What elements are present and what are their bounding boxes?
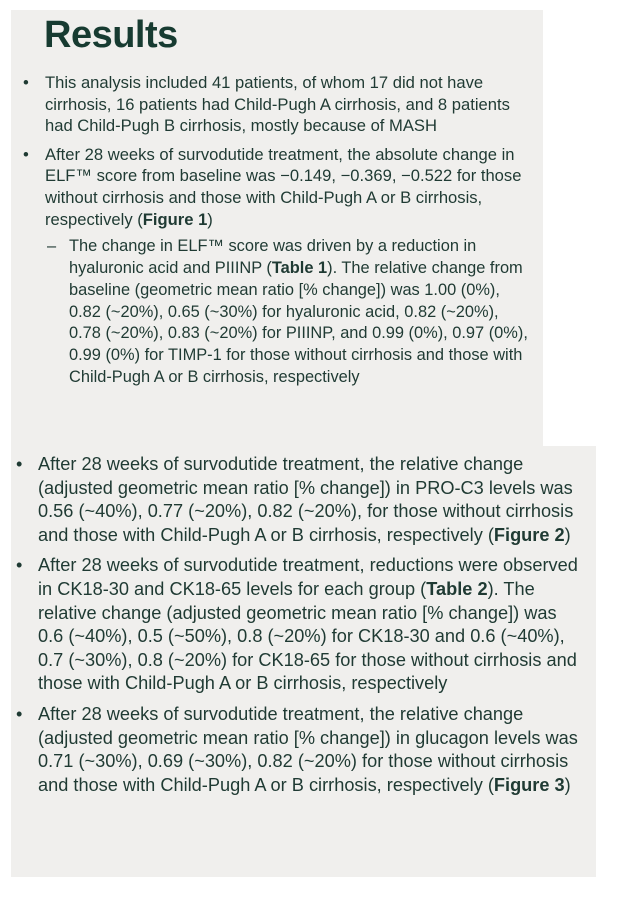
list-item-tail: ): [207, 209, 213, 229]
figure-reference: Figure 2: [493, 524, 565, 545]
list-item: [23, 72, 528, 137]
bullet-icon: •: [16, 703, 23, 724]
table-reference: Table 1: [271, 258, 328, 277]
bullet-icon: •: [23, 144, 29, 164]
list-item-text: This analysis included 41 patients, of whom 17 did not have cirrhosis, 16 patients had Child-Pugh A cirrhosis, and 8 patients had Child-Pugh B cirrhosis, mostly because of MASH: [45, 73, 510, 136]
list-item-text: After 28 weeks of survodutide treatment, the relative change (adjusted geometric mean ratio [% change]) in PRO-C3 levels was 0.56 (~40%), 0.77 (~20%), 0.82 (~20%), for those without cirrhosis and those with Child-Pugh A or B cirrhosis, respectively (: [38, 454, 574, 545]
section-title: Results: [44, 14, 178, 56]
list-item-tail: ): [564, 774, 571, 795]
list-item: [16, 453, 586, 547]
list-item-text: After 28 weeks of survodutide treatment, reductions were observed in CK18-30 and CK18-65 levels for each group (: [38, 555, 578, 599]
sub-item-text-cont: ). The relative change from baseline (geometric mean ratio [% change]) was 1.00 (0%), 0.82 (~20%), 0.65 (~30%) for hyaluronic acid, 0.82 (~20%), 0.78 (~20%), 0.83 (~20%) for PIIINP, and 0.99 (0%), 0.97 (0%), 0.99 (0%) for TIMP-1 for those without cirrhosis and those with Child-Pugh A or B cirrhosis, respectively: [69, 258, 528, 386]
bullet-icon: •: [16, 454, 23, 474]
bullet-icon: •: [23, 73, 29, 92]
table-reference: Table 2: [426, 578, 488, 599]
results-list-top: [23, 72, 528, 396]
list-item-tail: ). The relative change (adjusted geometric mean ratio [% change]) was 0.6 (~40%), 0.5 (~50%), 0.8 (~20%) for CK18-30 and 0.6 (~40%), 0.7 (~30%), 0.8 (~20%) for CK18-65 for those without cirrhosis and those with Child-Pugh A or B cirrhosis, respectively: [38, 578, 577, 694]
dash-icon: –: [47, 237, 57, 256]
list-item-tail: ): [564, 524, 571, 545]
figure-reference: Figure 1: [142, 209, 208, 229]
sub-list-item: [45, 236, 528, 389]
list-item-text: After 28 weeks of survodutide treatment, the relative change (adjusted geometric mean ratio [% change]) in glucagon levels was 0.71 (~30%), 0.69 (~30%), 0.82 (~20%) for those without cirrhosis and those with Child-Pugh A or B cirrhosis, respectively (: [38, 703, 578, 795]
bullet-icon: •: [16, 555, 23, 576]
list-item: [23, 144, 528, 389]
list-item-text: After 28 weeks of survodutide treatment, the absolute change in ELF™ score from baseline was −0.149, −0.369, −0.522 for those without cirrhosis and those with Child-Pugh A or B cirrhosis, respectively (: [45, 144, 522, 229]
list-item: [16, 703, 586, 797]
sub-item-text: The change in ELF™ score was driven by a reduction in hyaluronic acid and PIIINP (: [69, 237, 477, 277]
figure-reference: Figure 3: [493, 774, 565, 795]
list-item: [16, 554, 586, 696]
results-list-bottom: [16, 453, 586, 804]
